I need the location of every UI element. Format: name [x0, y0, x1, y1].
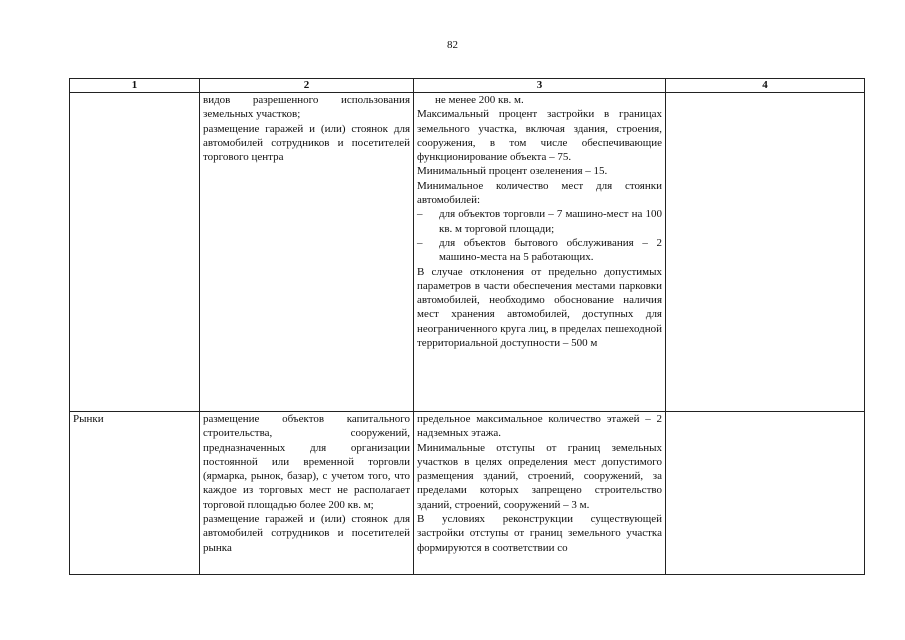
page-number: 82 — [447, 39, 458, 51]
parameters-cell — [414, 412, 666, 575]
description-paragraph: размещение объектов капитального строительства, сооружений, предназначенных для организации постоянной или временной торговли (ярмарка, рынок, базар), с учетом того, что каждое из торговых мест не располагает торговой площадью более 200 кв. м; — [203, 413, 410, 511]
parameters-paragraph: Максимальный процент застройки в границах земельного участка, включая здания, строения, сооружения, в том числе обеспечивающие функционирование объекта – 75. — [417, 108, 662, 164]
dash-item-text: для объектов торговли – 7 машино-мест на 100 кв. м торговой площади; — [439, 208, 662, 235]
parameters-paragraph: Минимальное количество мест для стоянки автомобилей: — [417, 179, 662, 207]
land-use-name-cell — [70, 93, 200, 412]
parameters-paragraph: В условиях реконструкции существующей застройки отступы от границ земельного участка формируются в соответствии со — [417, 513, 662, 554]
dash-list-item — [417, 207, 662, 236]
parameters-paragraph: Минимальный процент озеленения – 15. — [417, 165, 608, 178]
dash-bullet: – — [417, 208, 423, 221]
table-row — [70, 412, 865, 575]
dash-item-text: для объектов бытового обслуживания – 2 машино-места на 5 работающих. — [439, 236, 662, 264]
header-cell-2: 2 — [200, 79, 414, 93]
header-cell-3: 3 — [414, 79, 666, 93]
dash-bullet: – — [417, 236, 423, 249]
dash-list-item — [417, 236, 662, 265]
description-paragraph: размещение гаражей и (или) стоянок для автомобилей сотрудников и посетителей рынка — [203, 513, 410, 554]
restrictions-cell — [666, 412, 865, 575]
table-row — [70, 93, 865, 412]
parameters-paragraph: предельное максимальное количество этажей – 2 надземных этажа. — [417, 413, 662, 440]
parameters-cell — [414, 93, 666, 412]
restrictions-cell — [666, 93, 865, 412]
parameters-paragraph: Минимальные отступы от границ земельных участков в целях определения мест допустимого размещения зданий, строений, сооружений, за пределами которых запрещено строительство зданий, строений, сооружений – 3 м. — [417, 441, 662, 511]
header-row — [70, 79, 865, 93]
description-paragraph: размещение гаражей и (или) стоянок для автомобилей сотрудников и посетителей торгового центра — [203, 122, 410, 164]
land-use-description-cell — [200, 93, 414, 412]
header-cell-1: 1 — [70, 79, 200, 93]
land-use-name-cell: Рынки — [70, 412, 200, 575]
description-paragraph: видов разрешенного использования земельных участков; — [203, 94, 410, 121]
header-cell-4: 4 — [666, 79, 865, 93]
parameters-paragraph: не менее 200 кв. м. — [435, 94, 524, 106]
regulations-table — [69, 78, 865, 575]
land-use-description-cell — [200, 412, 414, 575]
parameters-paragraph: В случае отклонения от предельно допустимых параметров в части обеспечения местами парковки автомобилей, необходимо обоснование наличия мест хранения автомобилей, доступных для неограниченного круга лиц, в пределах пешеходной территориальной доступности – 500 м — [417, 265, 662, 350]
